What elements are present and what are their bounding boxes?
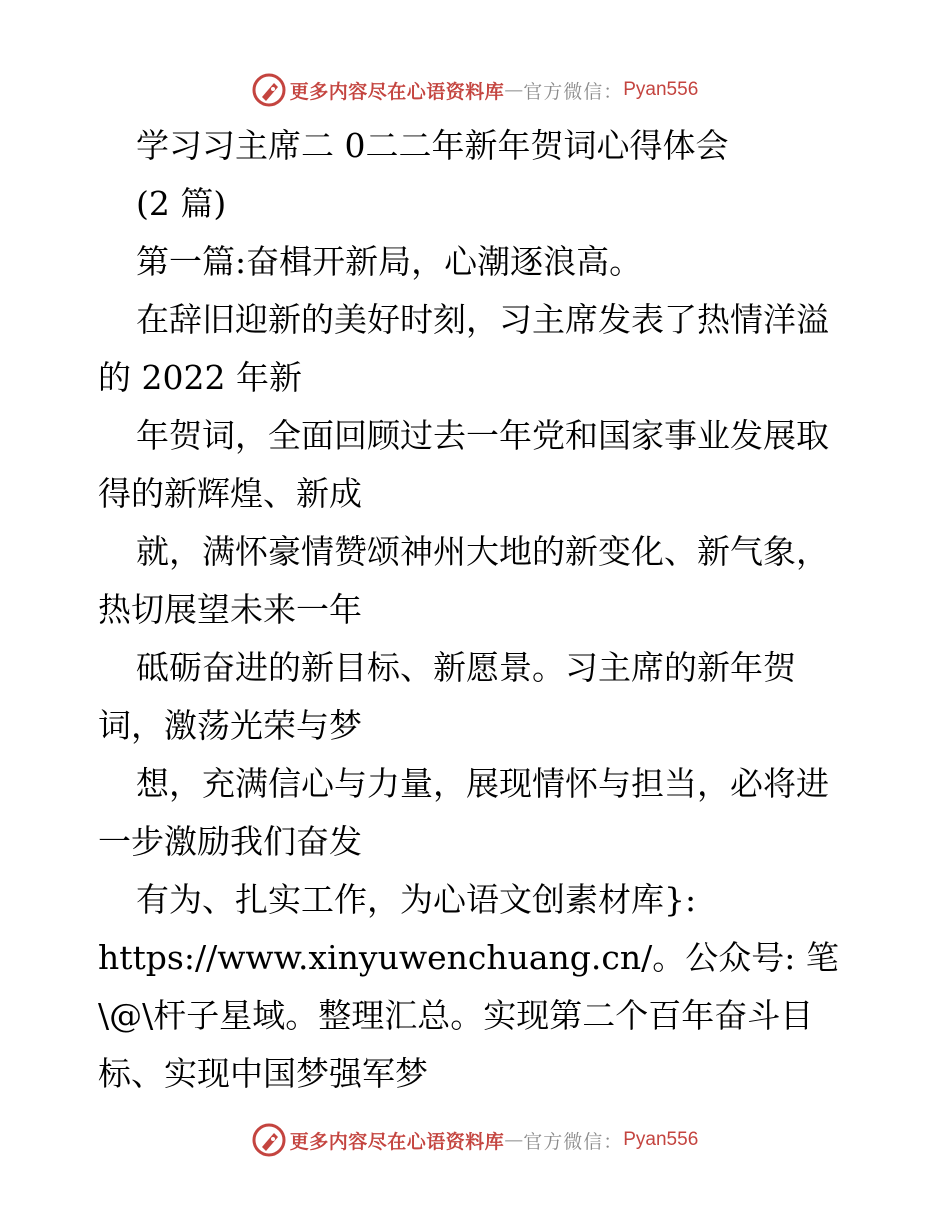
paragraph-line: 在辞旧迎新的美好时刻，习主席发表了热情洋溢 <box>136 300 829 339</box>
footer-watermark-banner <box>0 1120 950 1160</box>
paragraph-line: 词，激荡光荣与梦 <box>98 706 362 745</box>
banner-separator: — <box>504 1129 524 1151</box>
paragraph-line: 热切展望未来一年 <box>98 590 362 629</box>
pen-nib-logo-icon <box>252 1123 286 1157</box>
document-subtitle: (2 篇) <box>136 184 227 223</box>
url-line: https://www.xinyuwenchuang.cn/。公众号: 笔 <box>98 938 839 977</box>
header-watermark-banner <box>0 70 950 110</box>
banner-wechat-label: 官方微信： <box>523 1130 624 1153</box>
paragraph-line: 一步激励我们奋发 <box>98 822 362 861</box>
paragraph-line: 想，充满信心与力量，展现情怀与担当，必将进 <box>136 764 829 803</box>
paragraph-line: 就，满怀豪情赞颂神州大地的新变化、新气象， <box>136 532 829 571</box>
banner-site-text: 更多内容尽在心语资料库 <box>289 80 505 103</box>
banner-wechat-label: 官方微信： <box>523 80 624 103</box>
paragraph-line: 得的新辉煌、新成 <box>98 474 362 513</box>
paragraph-line: 的 2022 年新 <box>98 358 302 397</box>
paragraph-line: 年贺词，全面回顾过去一年党和国家事业发展取 <box>136 416 829 455</box>
pen-nib-logo-icon <box>252 73 286 107</box>
paragraph-line: \@\杆子星域。整理汇总。实现第二个百年奋斗目 <box>98 996 814 1035</box>
document-body <box>98 117 858 1103</box>
document-title: 学习习主席二 0二二年新年贺词心得体会 <box>136 126 729 165</box>
banner-wechat-id: Pyan556 <box>623 1129 699 1150</box>
banner-separator: — <box>504 79 524 101</box>
section-heading: 第一篇:奋楫开新局，心潮逐浪高。 <box>136 242 643 281</box>
paragraph-line: 标、实现中国梦强军梦 <box>98 1054 428 1093</box>
banner-site-text: 更多内容尽在心语资料库 <box>289 1130 505 1153</box>
paragraph-line: 有为、扎实工作，为心语文创素材库}: <box>136 880 697 919</box>
banner-wechat-id: Pyan556 <box>623 79 699 100</box>
paragraph-line: 砥砺奋进的新目标、新愿景。习主席的新年贺 <box>136 648 796 687</box>
